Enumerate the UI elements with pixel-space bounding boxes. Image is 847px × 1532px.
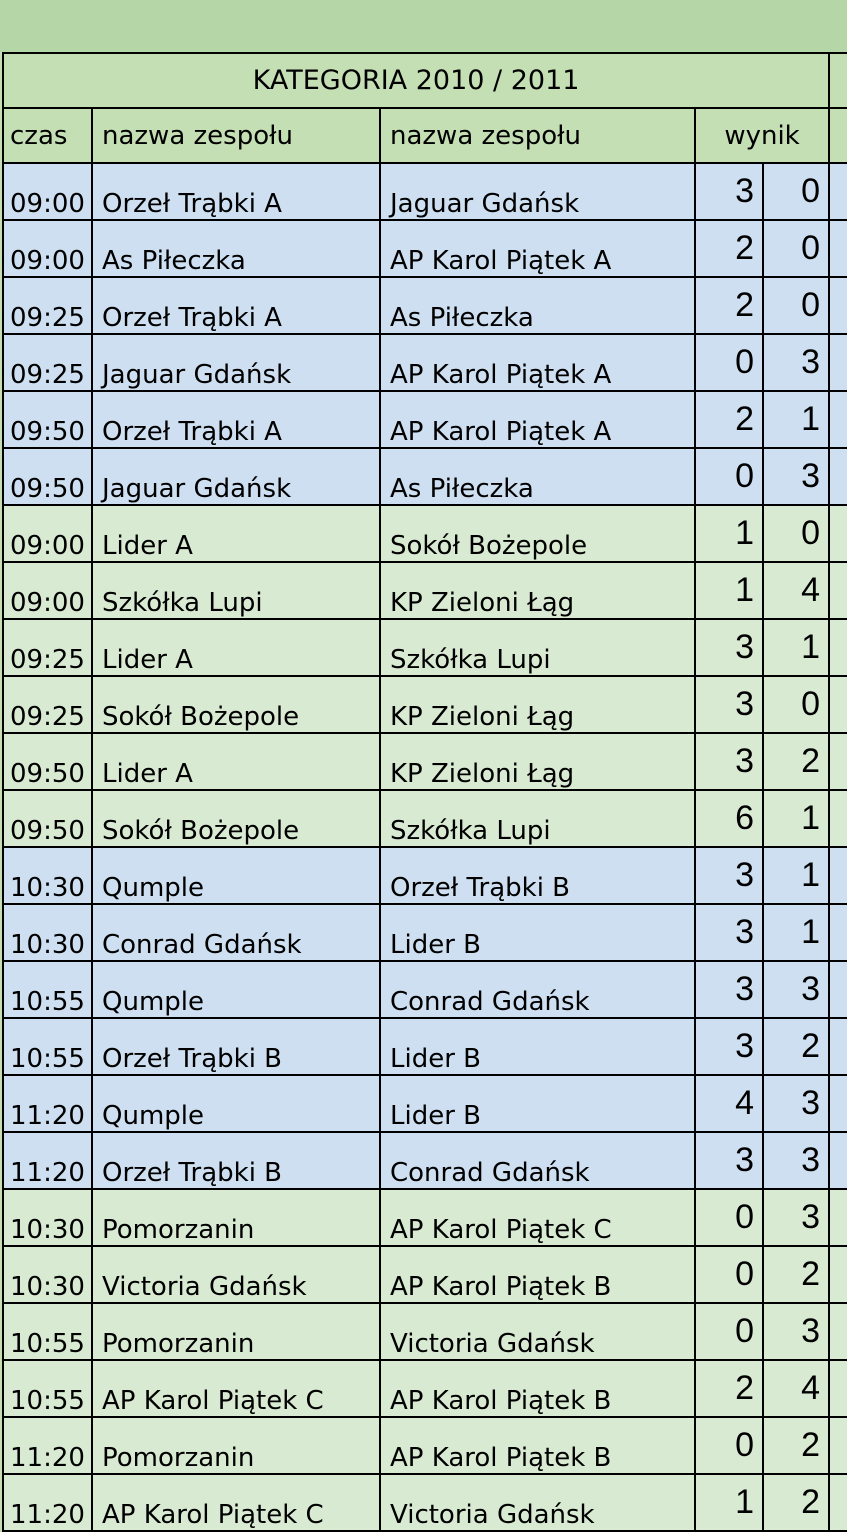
header-team1: nazwa zespołu [92, 108, 380, 163]
edge-cell [829, 448, 847, 505]
away-team: Victoria Gdańsk [380, 1303, 695, 1360]
match-row [3, 619, 847, 676]
home-score: 3 [695, 676, 763, 733]
match-row [3, 334, 847, 391]
match-row [3, 847, 847, 904]
home-score: 1 [695, 505, 763, 562]
match-row [3, 961, 847, 1018]
edge-cell [829, 505, 847, 562]
match-time: 09:25 [3, 676, 92, 733]
edge-cell [829, 562, 847, 619]
home-score: 2 [695, 1360, 763, 1417]
edge-cell [829, 108, 847, 163]
away-score: 3 [763, 1132, 829, 1189]
header-team2: nazwa zespołu [380, 108, 695, 163]
away-score: 0 [763, 676, 829, 733]
away-team: Lider B [380, 904, 695, 961]
match-row [3, 448, 847, 505]
edge-cell [829, 904, 847, 961]
edge-cell [829, 1303, 847, 1360]
edge-cell [829, 1018, 847, 1075]
match-time: 10:55 [3, 1360, 92, 1417]
away-team: Orzeł Trąbki B [380, 847, 695, 904]
home-score: 1 [695, 562, 763, 619]
away-score: 2 [763, 1474, 829, 1531]
edge-cell [829, 277, 847, 334]
away-team: Lider B [380, 1075, 695, 1132]
away-team: AP Karol Piątek A [380, 391, 695, 448]
schedule-table [2, 52, 847, 1532]
match-row [3, 676, 847, 733]
home-score: 1 [695, 1474, 763, 1531]
away-score: 0 [763, 220, 829, 277]
edge-cell [829, 733, 847, 790]
away-team: Sokół Bożepole [380, 505, 695, 562]
home-team: Sokół Bożepole [92, 790, 380, 847]
home-team: Victoria Gdańsk [92, 1246, 380, 1303]
match-row [3, 1474, 847, 1531]
home-score: 6 [695, 790, 763, 847]
match-time: 10:30 [3, 904, 92, 961]
home-score: 3 [695, 163, 763, 220]
match-time: 10:30 [3, 1246, 92, 1303]
edge-cell [829, 1189, 847, 1246]
away-team: Lider B [380, 1018, 695, 1075]
away-team: KP Zieloni Łąg [380, 733, 695, 790]
match-time: 09:00 [3, 505, 92, 562]
match-time: 09:50 [3, 733, 92, 790]
edge-cell [829, 1417, 847, 1474]
home-score: 3 [695, 619, 763, 676]
away-team: Victoria Gdańsk [380, 1474, 695, 1531]
away-team: Szkółka Lupi [380, 619, 695, 676]
away-score: 2 [763, 733, 829, 790]
match-time: 11:20 [3, 1132, 92, 1189]
away-team: AP Karol Piątek A [380, 334, 695, 391]
match-row [3, 904, 847, 961]
home-team: AP Karol Piątek C [92, 1360, 380, 1417]
match-time: 09:25 [3, 277, 92, 334]
top-band [0, 0, 847, 52]
edge-cell [829, 619, 847, 676]
home-team: Qumple [92, 847, 380, 904]
home-team: Conrad Gdańsk [92, 904, 380, 961]
match-time: 10:55 [3, 961, 92, 1018]
home-team: Orzeł Trąbki B [92, 1132, 380, 1189]
home-team: As Piłeczka [92, 220, 380, 277]
edge-cell [829, 961, 847, 1018]
match-row [3, 790, 847, 847]
match-time: 11:20 [3, 1474, 92, 1531]
home-team: Orzeł Trąbki A [92, 391, 380, 448]
away-score: 3 [763, 961, 829, 1018]
away-score: 2 [763, 1246, 829, 1303]
away-team: AP Karol Piątek B [380, 1360, 695, 1417]
away-team: KP Zieloni Łąg [380, 676, 695, 733]
away-score: 4 [763, 1360, 829, 1417]
away-score: 1 [763, 391, 829, 448]
away-score: 0 [763, 163, 829, 220]
match-time: 09:50 [3, 391, 92, 448]
match-row [3, 505, 847, 562]
edge-cell [829, 1132, 847, 1189]
match-time: 10:30 [3, 847, 92, 904]
away-score: 1 [763, 790, 829, 847]
edge-cell [829, 391, 847, 448]
home-score: 2 [695, 220, 763, 277]
match-row [3, 733, 847, 790]
match-row [3, 220, 847, 277]
header-czas: czas [3, 108, 92, 163]
edge-cell [829, 676, 847, 733]
match-row [3, 1360, 847, 1417]
home-score: 0 [695, 1417, 763, 1474]
match-time: 09:50 [3, 790, 92, 847]
home-team: Pomorzanin [92, 1417, 380, 1474]
edge-cell [829, 1360, 847, 1417]
match-time: 10:55 [3, 1018, 92, 1075]
match-time: 09:00 [3, 562, 92, 619]
match-time: 09:25 [3, 334, 92, 391]
home-score: 0 [695, 334, 763, 391]
away-team: KP Zieloni Łąg [380, 562, 695, 619]
match-time: 09:25 [3, 619, 92, 676]
away-score: 3 [763, 1075, 829, 1132]
home-score: 0 [695, 1189, 763, 1246]
edge-cell [829, 53, 847, 108]
home-score: 2 [695, 391, 763, 448]
home-team: Lider A [92, 733, 380, 790]
match-time: 11:20 [3, 1417, 92, 1474]
match-row [3, 1303, 847, 1360]
home-team: Orzeł Trąbki B [92, 1018, 380, 1075]
match-row [3, 1189, 847, 1246]
match-row [3, 277, 847, 334]
edge-cell [829, 334, 847, 391]
away-score: 4 [763, 562, 829, 619]
away-score: 3 [763, 334, 829, 391]
category-title: KATEGORIA 2010 / 2011 [3, 53, 829, 108]
away-team: As Piłeczka [380, 277, 695, 334]
home-team: Pomorzanin [92, 1189, 380, 1246]
edge-cell [829, 847, 847, 904]
match-row [3, 1132, 847, 1189]
home-team: Orzeł Trąbki A [92, 277, 380, 334]
home-score: 3 [695, 904, 763, 961]
match-time: 09:50 [3, 448, 92, 505]
match-row [3, 163, 847, 220]
home-score: 3 [695, 847, 763, 904]
away-team: AP Karol Piątek A [380, 220, 695, 277]
edge-cell [829, 1246, 847, 1303]
title-row [3, 53, 847, 108]
home-score: 4 [695, 1075, 763, 1132]
away-team: Conrad Gdańsk [380, 1132, 695, 1189]
match-time: 10:30 [3, 1189, 92, 1246]
edge-cell [829, 1075, 847, 1132]
home-team: Pomorzanin [92, 1303, 380, 1360]
home-team: Szkółka Lupi [92, 562, 380, 619]
match-time: 11:20 [3, 1075, 92, 1132]
home-score: 3 [695, 1132, 763, 1189]
match-time: 09:00 [3, 163, 92, 220]
home-team: Lider A [92, 505, 380, 562]
home-team: Qumple [92, 1075, 380, 1132]
match-row [3, 1018, 847, 1075]
match-row [3, 1246, 847, 1303]
away-team: As Piłeczka [380, 448, 695, 505]
away-score: 2 [763, 1417, 829, 1474]
edge-cell [829, 1474, 847, 1531]
match-time: 09:00 [3, 220, 92, 277]
away-team: Conrad Gdańsk [380, 961, 695, 1018]
away-score: 2 [763, 1018, 829, 1075]
away-team: AP Karol Piątek B [380, 1417, 695, 1474]
home-team: Jaguar Gdańsk [92, 334, 380, 391]
match-time: 10:55 [3, 1303, 92, 1360]
home-team: AP Karol Piątek C [92, 1474, 380, 1531]
away-score: 3 [763, 1189, 829, 1246]
header-row [3, 108, 847, 163]
edge-cell [829, 790, 847, 847]
away-score: 0 [763, 505, 829, 562]
home-score: 3 [695, 961, 763, 1018]
away-team: Jaguar Gdańsk [380, 163, 695, 220]
home-team: Jaguar Gdańsk [92, 448, 380, 505]
home-score: 0 [695, 448, 763, 505]
match-row [3, 1417, 847, 1474]
header-wynik: wynik [695, 108, 829, 163]
home-score: 0 [695, 1246, 763, 1303]
away-team: AP Karol Piątek B [380, 1246, 695, 1303]
edge-cell [829, 163, 847, 220]
home-team: Orzeł Trąbki A [92, 163, 380, 220]
home-score: 2 [695, 277, 763, 334]
home-team: Lider A [92, 619, 380, 676]
home-team: Qumple [92, 961, 380, 1018]
away-score: 1 [763, 619, 829, 676]
away-score: 1 [763, 904, 829, 961]
match-row [3, 391, 847, 448]
home-score: 3 [695, 1018, 763, 1075]
away-team: Szkółka Lupi [380, 790, 695, 847]
match-row [3, 562, 847, 619]
edge-cell [829, 220, 847, 277]
away-score: 1 [763, 847, 829, 904]
away-team: AP Karol Piątek C [380, 1189, 695, 1246]
home-score: 0 [695, 1303, 763, 1360]
away-score: 3 [763, 448, 829, 505]
home-team: Sokół Bożepole [92, 676, 380, 733]
away-score: 3 [763, 1303, 829, 1360]
away-score: 0 [763, 277, 829, 334]
match-row [3, 1075, 847, 1132]
home-score: 3 [695, 733, 763, 790]
